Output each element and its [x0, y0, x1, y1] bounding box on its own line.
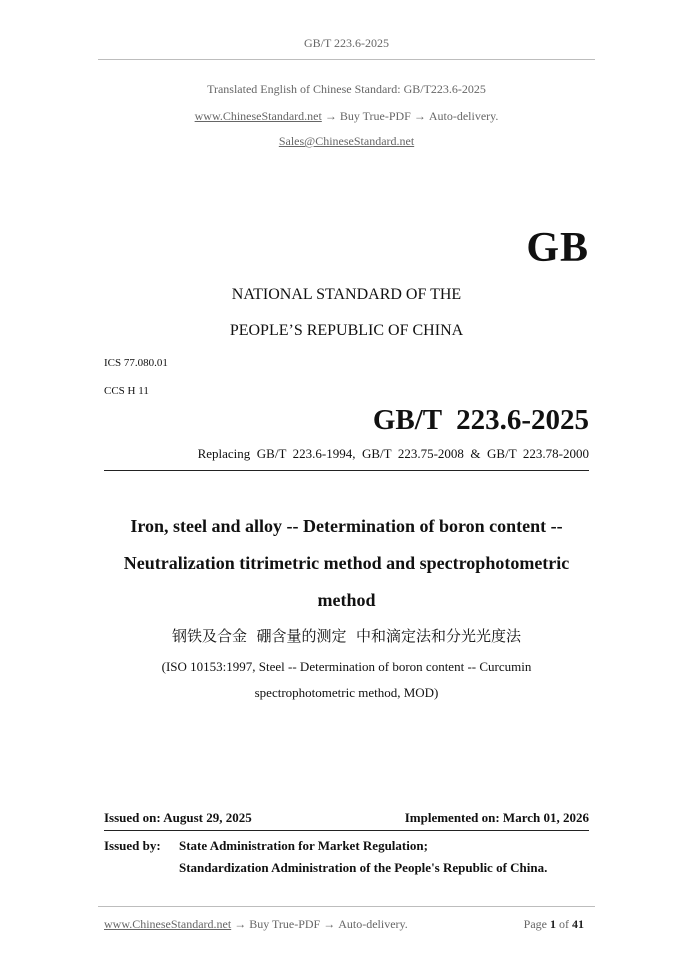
iso-reference-line2: spectrophotometric method, MOD): [254, 685, 439, 700]
of-label: of: [559, 917, 569, 931]
arrow-right-icon: →: [324, 109, 337, 123]
sales-email-row: [0, 134, 693, 149]
arrow-right-icon: →: [234, 917, 247, 931]
auto-delivery-text: Auto-delivery.: [428, 109, 499, 123]
buy-pdf-text: Buy True-PDF: [339, 109, 411, 123]
page-number: 1: [550, 917, 556, 931]
footer-buy-pdf-text: Buy True-PDF: [249, 917, 321, 931]
ics-code: ICS 77.080.01: [104, 357, 168, 369]
issuer-line1: State Administration for Market Regulation;: [179, 838, 428, 853]
sales-email-link[interactable]: Sales@ChineseStandard.net: [278, 134, 415, 148]
page-indicator: [524, 917, 584, 932]
running-header: GB/T 223.6-2025: [303, 36, 390, 50]
chinese-title: 钢铁及合金 硼含量的测定 中和滴定法和分光光度法: [171, 627, 522, 645]
standard-rule: [104, 470, 589, 471]
issuer-line2: Standardization Administration of the People's Republic of China.: [179, 860, 548, 875]
national-standard-line1: NATIONAL STANDARD OF THE: [231, 286, 462, 303]
page-label: Page: [523, 917, 547, 931]
replacing-line: Replacing GB/T 223.6-1994, GB/T 223.75-2008 & GB/T 223.78-2000: [197, 446, 589, 461]
arrow-right-icon: →: [413, 109, 426, 123]
site-link[interactable]: www.ChineseStandard.net: [194, 109, 322, 123]
gb-mark: GB: [526, 225, 589, 271]
arrow-right-icon: →: [323, 917, 336, 931]
title-line2: Neutralization titrimetric method and spectrophotometric: [123, 553, 570, 573]
total-pages: 41: [572, 917, 584, 931]
dates-rule: [104, 830, 589, 831]
title-line3: method: [317, 590, 376, 610]
footer-rule: [98, 906, 595, 907]
implemented-on-date: Implemented on: March 01, 2026: [404, 810, 589, 825]
title-line1: Iron, steel and alloy -- Determination of boron content --: [130, 516, 563, 536]
national-standard-line2: PEOPLE’S REPUBLIC OF CHINA: [229, 322, 464, 339]
issued-by-label: Issued by:: [104, 838, 161, 853]
header-rule: [98, 59, 595, 60]
iso-reference-line1: (ISO 10153:1997, Steel -- Determination of boron content -- Curcumin: [161, 659, 532, 674]
translated-notice: Translated English of Chinese Standard: GB/T223.6-2025: [207, 82, 486, 96]
issued-on-date: Issued on: August 29, 2025: [104, 810, 252, 825]
purchase-notice: [0, 109, 693, 124]
standard-number: GB/T 223.6-2025: [372, 404, 589, 436]
footer-auto-delivery-text: Auto-delivery.: [338, 917, 408, 931]
ccs-code: CCS H 11: [104, 385, 149, 397]
footer-purchase-notice: [104, 917, 408, 932]
footer-site-link[interactable]: www.ChineseStandard.net: [104, 917, 232, 931]
